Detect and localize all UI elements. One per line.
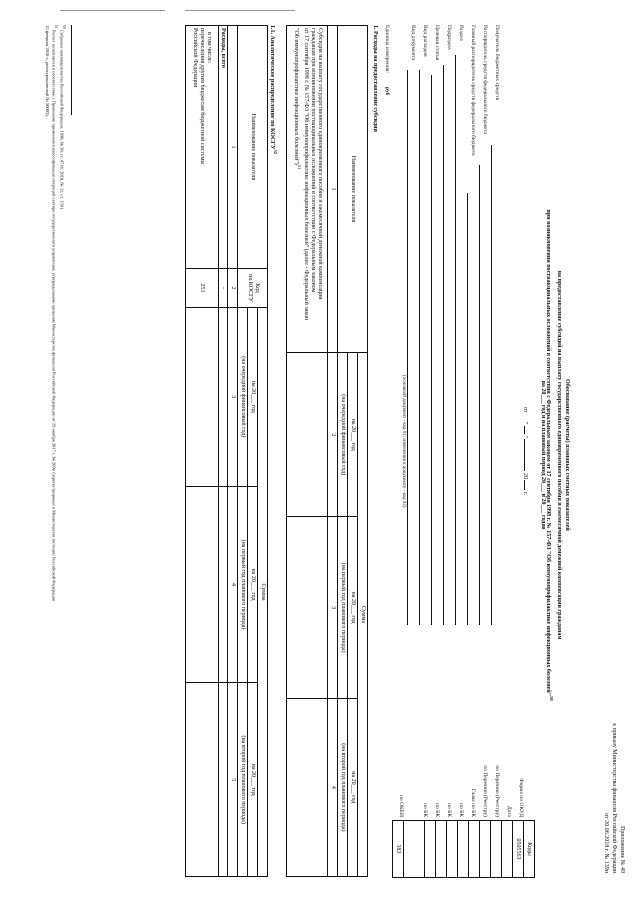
s1-value-cell-1 <box>287 353 328 517</box>
codes-title: Коды <box>524 821 535 878</box>
date-line: от " " 20 г. <box>522 407 528 496</box>
s1-period-3: (на второй год планового периода) <box>338 698 348 876</box>
section11-heading: 1.1. Аналитическое распределение по КОСГУ$^{52}$ <box>269 25 278 155</box>
field-section: Раздел <box>458 25 464 41</box>
s1-value-cell-3 <box>287 698 328 876</box>
field-doc-kind-line <box>407 70 408 625</box>
code-label-date: Дата <box>506 806 512 817</box>
field-subsection: Подраздел <box>446 25 452 50</box>
scan-top-line-right <box>185 10 295 11</box>
rotated-document-page <box>10 15 630 895</box>
field-target-article: Целевая статья <box>434 25 440 61</box>
field-manager: Распорядитель средств федерального бюджета <box>482 25 488 135</box>
code-label-subsection: по БК <box>446 803 452 817</box>
s1-col-name: Наименование показателя <box>338 26 368 353</box>
scan-top-line-left <box>60 10 165 11</box>
field-manager-line <box>479 165 480 625</box>
s11-num-5: 5 <box>228 683 238 877</box>
s11-year-3: на 20___ год <box>248 683 258 877</box>
code-label-expense-type: по БК <box>422 803 428 817</box>
doc-kind-note: (основной документ - код 01; изменения к документу - код 02) <box>401 375 406 508</box>
s1-period-1: (на очередной финансовый год) <box>338 353 348 517</box>
code-cell-subsection <box>447 821 458 878</box>
s1-value-cell-2 <box>287 517 328 698</box>
code-cell-manager <box>480 821 491 878</box>
unit-label: Единица измерения: <box>384 25 390 73</box>
s11-year-2: на 20___ год <box>248 486 258 683</box>
okud-label: Форма по ОКУД <box>518 778 524 817</box>
code-label-recipient: по Перечню (Реестру) <box>494 765 500 817</box>
okei-code-cell: 383 <box>393 821 404 878</box>
s1-year-3: на 20___ год <box>348 698 358 876</box>
table-row <box>218 26 228 877</box>
field-chief-manager: Главный распорядитель средств федерального бюджета <box>470 25 476 156</box>
s11-period-3: (на второй год планового периода) <box>238 683 248 877</box>
s1-period-2: (на первый год планового периода) <box>338 517 348 698</box>
code-cell-section <box>458 821 469 878</box>
code-cell-chapter <box>469 821 480 878</box>
code-cell-target <box>436 821 447 878</box>
field-expense-type: Вид расходов <box>422 25 428 57</box>
appendix-number: Приложение № 49 <box>619 826 625 873</box>
s11-transfer-code: 251 <box>185 269 218 308</box>
footnote-2-cont: 12 февраля 2018 г., регистрационный № 50003). <box>45 25 50 117</box>
s11-col-kosgu: Код по КОСГУ <box>238 269 268 308</box>
section1-table <box>286 25 368 877</box>
field-subsection-line <box>443 65 444 625</box>
section11-table <box>185 25 268 877</box>
footnote-1: $^{50}$ Собрание законодательства Российской Федерации, 1998, № 38, ст. 4736; 2018, № 11, ст. 1591. <box>59 25 66 211</box>
table-row <box>185 26 218 877</box>
s11-total-label: Расходы, всего <box>218 26 228 269</box>
field-chief-manager-line <box>467 193 468 625</box>
code-label-manager: по Перечню (Реестру) <box>482 765 488 817</box>
s11-total-cell-2 <box>218 486 228 683</box>
order-date: от 20.06.2018 г. № 139н <box>603 813 609 873</box>
s11-transfer-cell-1 <box>185 308 218 487</box>
field-recipient-line <box>491 145 492 625</box>
s11-num-2: 2 <box>228 269 238 308</box>
s11-num-1: 1 <box>228 26 238 269</box>
s11-transfer-cell-2 <box>185 486 218 683</box>
order-reference: к приказу Министерства финансов Российской Федерации <box>611 723 617 873</box>
s1-sum-header: Сумма <box>358 353 368 877</box>
code-label-chapter: Глава по БК <box>470 788 476 817</box>
s11-period-2: (на первый год планового периода) <box>238 486 248 683</box>
s11-year-1: на 20___ год <box>248 308 258 487</box>
form-title-line-1: Обоснование (расчеты) плановых сметных показателей <box>564 379 570 531</box>
table-row <box>287 26 328 877</box>
code-cell-doc-kind <box>404 821 425 878</box>
unit-value: руб <box>384 87 390 96</box>
code-cell-date <box>502 821 513 878</box>
field-target-article-line <box>431 75 432 625</box>
s11-col-name: Наименование показателя <box>238 26 268 269</box>
field-expense-type-line <box>419 70 420 625</box>
s11-total-cell-1 <box>218 308 228 487</box>
footnote-2: $^{51}$ Расчет заполняется в соответствии с Правилами применения классификации операций сектора государственного управления, утвержденными приказом Министерства финансов Российской Федерации от 29 ноября 2017 г. № 209н (зарегистрирован в Министерстве юстиции Российской Федерации <box>51 25 58 602</box>
s11-transfer-label: в том числе: перечисления другим бюджетам бюджетной системы Российской Федерации <box>185 26 218 269</box>
okei-label: по ОКЕИ <box>398 794 404 817</box>
section1-heading: 1. Расходы на предоставление субсидии <box>372 25 378 132</box>
form-title-line-2: на предоставление субсидий на выплату государственного единовременного пособия и ежемесячной денежной компенсации гражданам <box>556 270 562 640</box>
field-section-line <box>455 55 456 625</box>
s11-num-4: 4 <box>228 486 238 683</box>
code-cell-expense-type <box>425 821 436 878</box>
s1-num-3: 3 <box>328 517 338 698</box>
field-doc-kind: Вид документа <box>410 25 416 61</box>
s1-num-4: 4 <box>328 698 338 876</box>
s11-num-3: 3 <box>228 308 238 487</box>
s1-num-1: 1 <box>328 26 338 353</box>
footnote-separator <box>71 25 72 115</box>
s11-total-code: - <box>218 269 228 308</box>
s1-year-2: на 20___ год <box>348 517 358 698</box>
form-code-cell: 0505563 <box>513 821 524 878</box>
s11-sum-header: Сумма <box>258 308 268 877</box>
form-title-line-4: на 20___ год и на плановый период 20___ и 20___ годов <box>540 380 546 530</box>
code-label-section: по БК <box>458 803 464 817</box>
form-title-line-3: при возникновении поствакцинальных осложнений в соответствии с Федеральным законом от 17 сентября 1998 г. № 157-ФЗ "Об иммунопрофилактике инфекционных болезней"$^{50}$ <box>545 209 554 701</box>
s11-transfer-cell-3 <box>185 683 218 877</box>
field-recipient: Получатель бюджетных средств <box>494 25 500 101</box>
s1-subsidy-row-label: Субсидия на выплату государственного единовременного пособия и ежемесячной денежной компенсации гражданам при возникновении поствакцинальных осложнений в соответствии с Федеральным законом от 17 сентября 1998 г. № 157-ФЗ "Об иммунопрофилактике инфекционных болезней" (далее - Федеральный закон "Об иммунопрофилактике инфекционных болезней")$^{51}$ <box>287 26 328 353</box>
s11-period-1: (на очередной финансовый год) <box>238 308 248 487</box>
s1-num-2: 2 <box>328 353 338 517</box>
code-label-target: по БК <box>434 803 440 817</box>
code-cell-recipient <box>491 821 502 878</box>
codes-table <box>392 820 535 878</box>
s1-year-1: на 20___ год <box>348 353 358 517</box>
s11-total-cell-3 <box>218 683 228 877</box>
